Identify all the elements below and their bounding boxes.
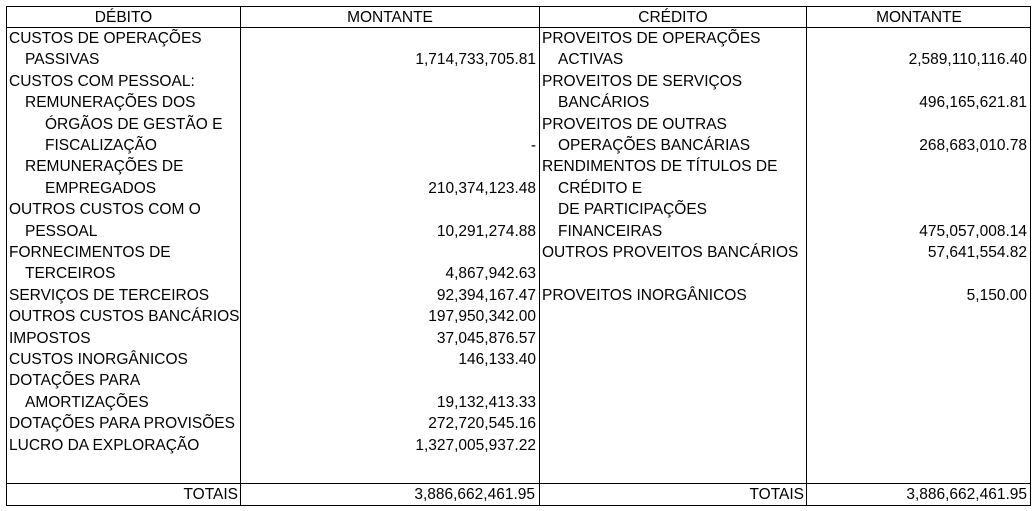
credit-row-label: PROVEITOS DE SERVIÇOS xyxy=(542,72,743,90)
debit-row-label: REMUNERAÇÕES DOS xyxy=(25,94,196,112)
debit-row-amount: 146,133.40 xyxy=(458,351,536,368)
debit-row-label: CUSTOS DE OPERAÇÕES xyxy=(9,30,202,47)
debit-row-amount: 10,291,274.88 xyxy=(436,222,536,240)
debit-row-label: AMORTIZAÇÕES xyxy=(25,393,149,411)
credit-row-amount: 268,683,010.78 xyxy=(919,137,1027,154)
column-divider xyxy=(539,7,540,505)
credit-row-amount xyxy=(807,199,1027,220)
credit-row-label: ACTIVAS xyxy=(558,51,624,69)
debit-row-amount: 37,045,876.57 xyxy=(436,329,536,347)
debit-row-label: PESSOAL xyxy=(25,222,98,240)
debit-row-label: LUCRO DA EXPLORAÇÃO xyxy=(9,436,200,454)
debit-row-amount xyxy=(241,156,536,177)
header-debit-amount: MONTANTE xyxy=(347,9,433,26)
debit-row-label: OUTROS CUSTOS COM O xyxy=(9,201,201,219)
debit-row-label: CUSTOS COM PESSOAL: xyxy=(9,72,195,90)
credit-row-amount xyxy=(807,156,1027,177)
debit-row-amount: 19,132,413.33 xyxy=(436,393,536,411)
header-credit: CRÉDITO xyxy=(638,9,708,26)
debit-row-label: REMUNERAÇÕES DE xyxy=(25,158,184,176)
credit-row-amount: 2,589,110,116.40 xyxy=(908,51,1027,69)
debit-row-amount: 197,950,342.00 xyxy=(428,308,536,326)
debit-row-amount xyxy=(241,242,536,263)
debit-row-amount xyxy=(241,28,536,49)
header-debit: DÉBITO xyxy=(94,9,153,26)
debit-row-label: ÓRGÃOS DE GESTÃO E xyxy=(45,115,223,133)
debit-totals-amount: 3,886,662,461.95 xyxy=(414,486,535,503)
debit-row-amount: 4,867,942.63 xyxy=(445,265,536,283)
debit-row-amount xyxy=(241,199,536,220)
debit-row-amount xyxy=(241,92,536,113)
debit-row-label: OUTROS CUSTOS BANCÁRIOS xyxy=(9,308,240,326)
credit-row-amount xyxy=(807,178,1027,199)
credit-totals-label: TOTAIS xyxy=(749,486,804,503)
debit-row-amount xyxy=(241,114,536,135)
debit-row-amount: 1,327,005,937.22 xyxy=(415,436,536,454)
credit-row-label: PROVEITOS INORGÂNICOS xyxy=(542,286,747,304)
debit-row-label: SERVIÇOS DE TERCEIROS xyxy=(9,286,210,304)
debit-row-amount: 272,720,545.16 xyxy=(428,415,536,433)
debit-row-label: FORNECIMENTOS DE xyxy=(9,244,171,261)
credit-row-label: OPERAÇÕES BANCÁRIAS xyxy=(558,137,751,154)
credit-row-label: BANCÁRIOS xyxy=(558,94,650,112)
credit-row-label: PROVEITOS DE OPERAÇÕES xyxy=(542,30,761,47)
credit-row-amount: 57,641,554.82 xyxy=(927,244,1027,261)
credit-row-label: OUTROS PROVEITOS BANCÁRIOS xyxy=(542,244,799,261)
header-credit-amount: MONTANTE xyxy=(876,9,962,26)
debit-row-label: IMPOSTOS xyxy=(9,329,91,347)
credit-totals-amount: 3,886,662,461.95 xyxy=(906,486,1027,503)
debit-row-label: FISCALIZAÇÃO xyxy=(45,137,157,154)
credit-row-amount: 5,150.00 xyxy=(966,286,1027,304)
debit-row-amount xyxy=(241,370,536,391)
credit-row-amount xyxy=(807,71,1027,92)
debit-row-label: DOTAÇÕES PARA PROVISÕES xyxy=(9,415,235,433)
credit-row-amount xyxy=(807,28,1027,49)
credit-row-amount xyxy=(807,263,1027,284)
credit-row-label: FINANCEIRAS xyxy=(558,222,663,240)
debit-row-amount xyxy=(241,71,536,92)
income-statement-table xyxy=(6,6,1031,506)
credit-row-label: CRÉDITO E xyxy=(558,179,643,197)
credit-row-amount: 496,165,621.81 xyxy=(919,94,1027,112)
debit-row-amount: 92,394,167.47 xyxy=(436,286,536,304)
debit-totals-label: TOTAIS xyxy=(183,486,238,503)
debit-row-label: DOTAÇÕES PARA xyxy=(9,372,141,390)
credit-row-amount: 475,057,008.14 xyxy=(919,222,1027,240)
debit-row-label: EMPREGADOS xyxy=(45,179,157,197)
debit-row-label: TERCEIROS xyxy=(25,265,116,283)
debit-row-amount: 1,714,733,705.81 xyxy=(415,51,536,69)
credit-row-amount xyxy=(807,114,1027,135)
debit-row-label: CUSTOS INORGÂNICOS xyxy=(9,351,188,368)
credit-row-label: PROVEITOS DE OUTRAS xyxy=(542,115,727,133)
debit-row-label: PASSIVAS xyxy=(25,51,100,69)
debit-row-amount: 210,374,123.48 xyxy=(428,179,536,197)
credit-row-label: DE PARTICIPAÇÕES xyxy=(558,201,708,219)
credit-row-label: RENDIMENTOS DE TÍTULOS DE xyxy=(542,158,778,176)
debit-row-amount: - xyxy=(530,137,536,154)
